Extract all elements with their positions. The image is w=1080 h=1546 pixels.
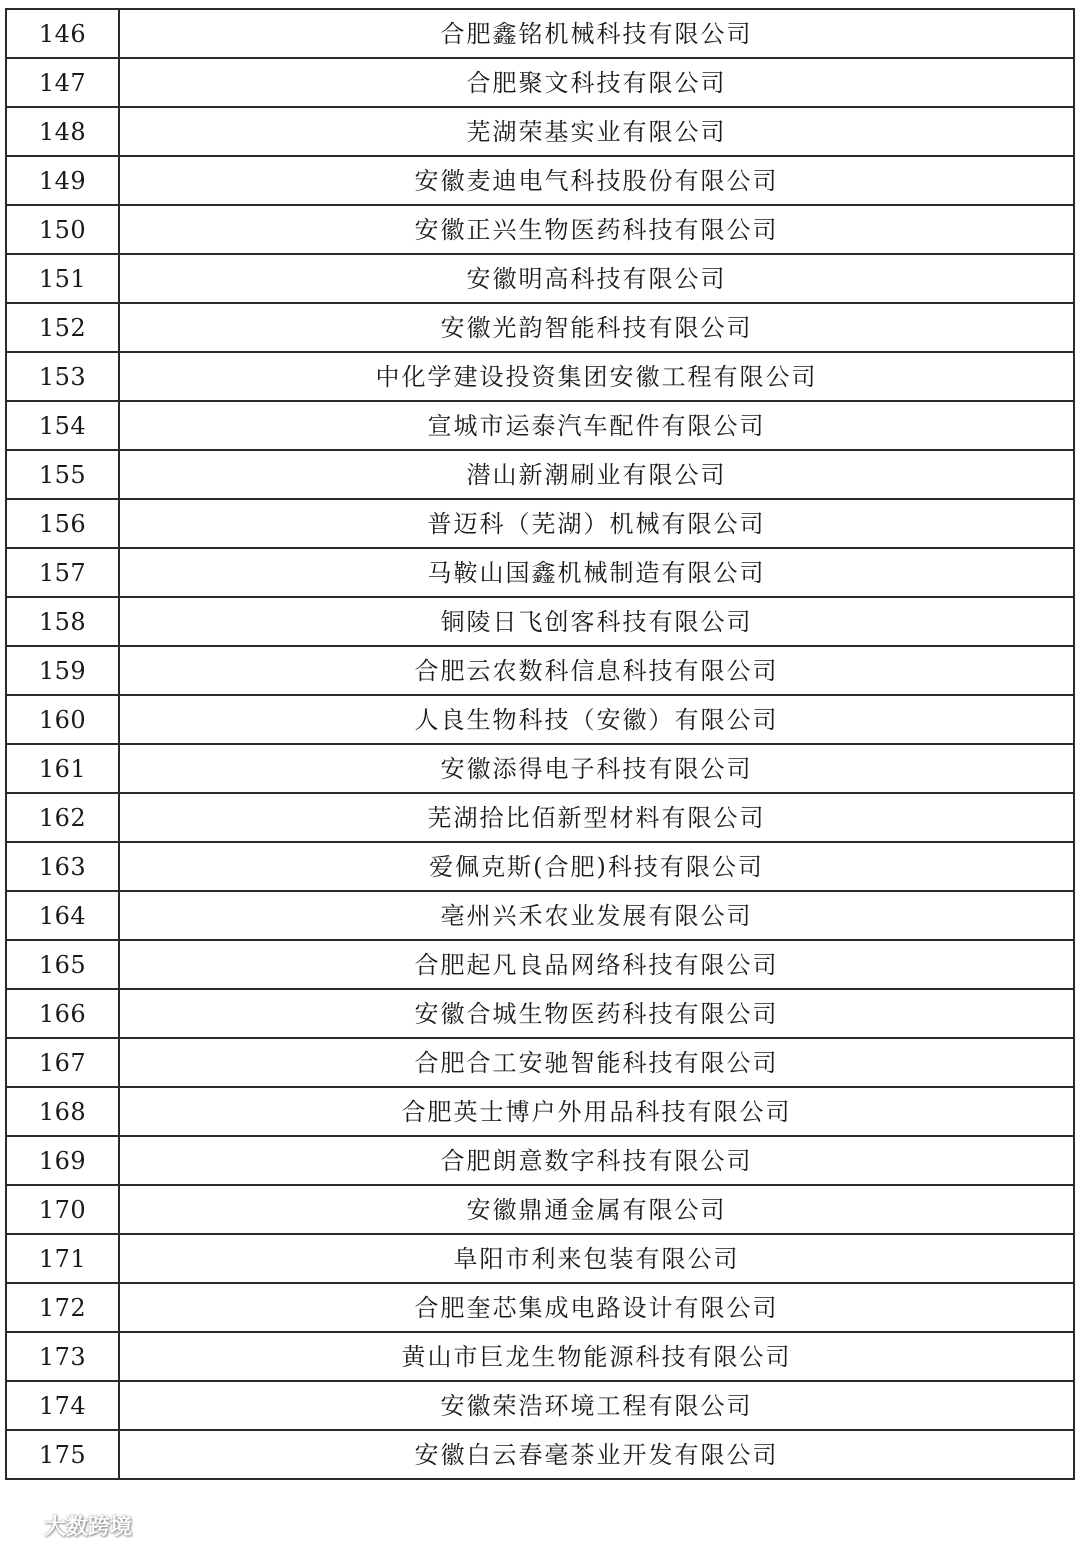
row-number-cell: 158 — [6, 597, 119, 646]
row-number-cell: 157 — [6, 548, 119, 597]
company-name-cell: 安徽麦迪电气科技股份有限公司 — [119, 156, 1074, 205]
watermark — [10, 1510, 132, 1541]
row-number-cell: 170 — [6, 1185, 119, 1234]
company-name-cell: 安徽添得电子科技有限公司 — [119, 744, 1074, 793]
row-number-cell: 162 — [6, 793, 119, 842]
row-number-cell: 148 — [6, 107, 119, 156]
table-row — [6, 1283, 1074, 1332]
table-row — [6, 107, 1074, 156]
row-number-cell: 149 — [6, 156, 119, 205]
table-row — [6, 646, 1074, 695]
table-row — [6, 989, 1074, 1038]
table-row — [6, 205, 1074, 254]
table-row — [6, 450, 1074, 499]
company-name-cell: 爱佩克斯(合肥)科技有限公司 — [119, 842, 1074, 891]
row-number-cell: 165 — [6, 940, 119, 989]
company-name-cell: 安徽白云春毫茶业开发有限公司 — [119, 1430, 1074, 1479]
table-row — [6, 352, 1074, 401]
company-table — [5, 8, 1075, 1480]
table-row — [6, 1234, 1074, 1283]
row-number-cell: 153 — [6, 352, 119, 401]
table-row — [6, 842, 1074, 891]
company-table-body — [6, 9, 1074, 1479]
company-name-cell: 亳州兴禾农业发展有限公司 — [119, 891, 1074, 940]
table-row — [6, 891, 1074, 940]
company-name-cell: 安徽合城生物医药科技有限公司 — [119, 989, 1074, 1038]
company-name-cell: 合肥聚文科技有限公司 — [119, 58, 1074, 107]
table-row — [6, 597, 1074, 646]
row-number-cell: 169 — [6, 1136, 119, 1185]
table-row — [6, 695, 1074, 744]
table-row — [6, 1136, 1074, 1185]
row-number-cell: 151 — [6, 254, 119, 303]
company-name-cell: 中化学建设投资集团安徽工程有限公司 — [119, 352, 1074, 401]
row-number-cell: 171 — [6, 1234, 119, 1283]
table-row — [6, 9, 1074, 58]
row-number-cell: 160 — [6, 695, 119, 744]
table-row — [6, 1038, 1074, 1087]
company-name-cell: 安徽正兴生物医药科技有限公司 — [119, 205, 1074, 254]
watermark-text: 大数跨境 — [44, 1515, 133, 1540]
company-name-cell: 合肥朗意数字科技有限公司 — [119, 1136, 1074, 1185]
company-name-cell: 合肥英士博户外用品科技有限公司 — [119, 1087, 1074, 1136]
row-number-cell: 168 — [6, 1087, 119, 1136]
company-name-cell: 芜湖拾比佰新型材料有限公司 — [119, 793, 1074, 842]
company-name-cell: 安徽光韵智能科技有限公司 — [119, 303, 1074, 352]
company-name-cell: 宣城市运泰汽车配件有限公司 — [119, 401, 1074, 450]
company-name-cell: 人良生物科技（安徽）有限公司 — [119, 695, 1074, 744]
row-number-cell: 156 — [6, 499, 119, 548]
table-row — [6, 254, 1074, 303]
company-name-cell: 马鞍山国鑫机械制造有限公司 — [119, 548, 1074, 597]
table-row — [6, 156, 1074, 205]
row-number-cell: 166 — [6, 989, 119, 1038]
row-number-cell: 175 — [6, 1430, 119, 1479]
row-number-cell: 174 — [6, 1381, 119, 1430]
row-number-cell: 159 — [6, 646, 119, 695]
company-name-cell: 安徽鼎通金属有限公司 — [119, 1185, 1074, 1234]
row-number-cell: 163 — [6, 842, 119, 891]
company-list-sheet — [5, 8, 1075, 1480]
row-number-cell: 147 — [6, 58, 119, 107]
company-name-cell: 安徽荣浩环境工程有限公司 — [119, 1381, 1074, 1430]
table-row — [6, 499, 1074, 548]
company-name-cell: 潜山新潮刷业有限公司 — [119, 450, 1074, 499]
row-number-cell: 167 — [6, 1038, 119, 1087]
table-row — [6, 1430, 1074, 1479]
company-name-cell: 普迈科（芜湖）机械有限公司 — [119, 499, 1074, 548]
row-number-cell: 164 — [6, 891, 119, 940]
table-row — [6, 548, 1074, 597]
row-number-cell: 155 — [6, 450, 119, 499]
table-row — [6, 744, 1074, 793]
table-row — [6, 793, 1074, 842]
table-row — [6, 1332, 1074, 1381]
table-row — [6, 940, 1074, 989]
row-number-cell: 150 — [6, 205, 119, 254]
row-number-cell: 161 — [6, 744, 119, 793]
company-name-cell: 阜阳市利来包装有限公司 — [119, 1234, 1074, 1283]
company-name-cell: 合肥云农数科信息科技有限公司 — [119, 646, 1074, 695]
table-row — [6, 303, 1074, 352]
company-name-cell: 合肥鑫铭机械科技有限公司 — [119, 9, 1074, 58]
company-name-cell: 合肥起凡良品网络科技有限公司 — [119, 940, 1074, 989]
company-name-cell: 安徽明高科技有限公司 — [119, 254, 1074, 303]
chat-bubble-icon — [10, 1514, 40, 1538]
table-row — [6, 401, 1074, 450]
company-name-cell: 铜陵日飞创客科技有限公司 — [119, 597, 1074, 646]
company-name-cell: 合肥奎芯集成电路设计有限公司 — [119, 1283, 1074, 1332]
table-row — [6, 58, 1074, 107]
table-row — [6, 1185, 1074, 1234]
row-number-cell: 173 — [6, 1332, 119, 1381]
table-row — [6, 1381, 1074, 1430]
company-name-cell: 合肥合工安驰智能科技有限公司 — [119, 1038, 1074, 1087]
company-name-cell: 黄山市巨龙生物能源科技有限公司 — [119, 1332, 1074, 1381]
row-number-cell: 146 — [6, 9, 119, 58]
row-number-cell: 172 — [6, 1283, 119, 1332]
table-row — [6, 1087, 1074, 1136]
row-number-cell: 152 — [6, 303, 119, 352]
row-number-cell: 154 — [6, 401, 119, 450]
company-name-cell: 芜湖荣基实业有限公司 — [119, 107, 1074, 156]
